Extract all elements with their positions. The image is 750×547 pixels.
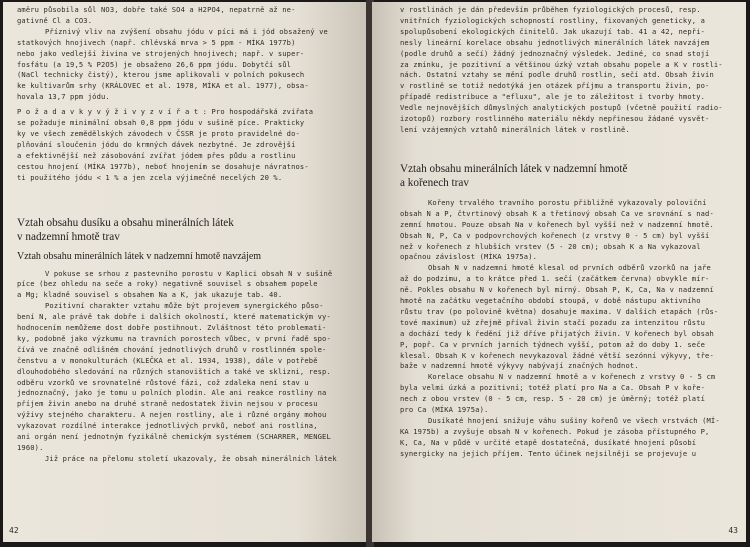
text-line: synergicky na jejich příjem. Tento účinek nejsilněji se projevuje u — [400, 448, 697, 458]
text-line: Obsah N, P, Ca v podpovrchových kořenech (z vrstvy 0 - 5 cm) byl vyšší — [400, 230, 710, 240]
text-line: bení N, ale právě tak dobře i dalších okolností, které matematickým vy- — [17, 312, 331, 322]
page-number: 42 — [9, 526, 19, 535]
text-line: spolupůsobení ekologických činitelů. Jak ukazují tab. 41 a 42, nepři- — [400, 26, 706, 36]
text-line: V pokuse se srhou z pastevního porostu v Kaplici obsah N v sušině — [45, 268, 333, 278]
text-line: Dusíkaté hnojení snižuje váhu sušiny kořenů ve všech vrstvách (MÍ- — [428, 416, 720, 425]
text-line: nách. Ostatní vztahy se mění podle druhů rostlin, sečí atd. Obsah živin — [400, 70, 714, 80]
text-line: pro Ca (MÍKA 1975a). — [400, 405, 489, 415]
text-line: vykazovat rozdílné interakce jednotlivých prvků, neboť ani rostlina, — [17, 421, 318, 431]
text-line: případě redistribuce a "efluxu", ale je to záležitost i tvorby hmoty. — [400, 92, 706, 102]
text-line: Kořeny trvalého travního porostu přibližně vykazovaly poloviční — [428, 197, 707, 207]
text-line: P, popř. Ca v prvních jarních týdnech vyšší, potom až do doby 1. seče — [400, 339, 706, 349]
text-line: odběru vzorků ve srovnatelné růstové fázi, což zdaleka není stav u — [17, 377, 309, 387]
text-line: aměru působila sůl NO3, dobře také SO4 a H2PO4, nepatrně až ne- — [17, 5, 296, 14]
text-line: ti použitého jódu < 1 % a jen zcela výjimečně necelých 20 %. — [17, 172, 283, 182]
text-line: lení vzájemných vztahů minerálních látek v rostlině. — [400, 124, 630, 134]
text-line: (NaCl technicky čistý), kterou jsme aplikovali v polních pokusech — [17, 70, 305, 80]
section-heading: Vztah obsahu minerálních látek v nadzemní hmotě — [400, 162, 628, 175]
text-line: (podle druhů a sečí) žádný jednoznačný výsledek. Jediné, co snad stojí — [400, 48, 710, 58]
text-line: P o ž a d a v k y v ý ž i v y z v í ř a t : Pro hospodářská zvířata — [17, 107, 314, 117]
text-line: a dochází tedy k ředění již dříve přijatých živin. V kořenech byl obsah — [400, 328, 714, 338]
text-line: hmotě na začátku vegetačního období stoupá, v době nástupu aktivního — [400, 296, 701, 306]
text-line: Pozitivní charakter vztahu může být projevem synergického půso- — [45, 301, 324, 311]
text-line: Příznivý vliv na zvýšení obsahu jódu v píci má i jód obsažený ve — [45, 26, 328, 36]
text-line: cestou hnojení (MÍKA 1977b), neboť hnojením se dosahuje návratnos- — [17, 161, 309, 171]
right-paragraph-1 — [400, 5, 736, 136]
text-line: gativně Cl a CO3. — [17, 15, 93, 25]
right-page — [372, 2, 746, 542]
text-line: plňování sloučenin jódu do krmných dávek nezbytné. Je zdrovější — [17, 139, 296, 149]
text-line: za zmínku, je pozitivní a většinou úzký vztah obsahu popele a K v rostli- — [400, 59, 723, 69]
text-line: obsah N a P, čtvrtinový obsah K a třetinový obsah Ca ve srovnání s nad- — [400, 208, 714, 218]
text-line: výživy stejného charakteru. A nejen rostliny, ale i různé orgány mohou — [17, 410, 327, 420]
text-line: dlouhodobého sledování na různých stanovištích a také ve sklizni, resp. — [17, 366, 331, 376]
text-line: byla velmi úzká a pozitivní; totéž platí pro Na a Ca. Obsah P v koře- — [400, 383, 706, 393]
text-line: klesal. Obsah K v kořenech nevykazoval žádné větší sezónní výkyvy, tře- — [400, 350, 714, 360]
text-line: růstu trav (po polovině května) dosahuje maxima. V dalších etapách (růs- — [400, 306, 719, 316]
text-line: a Mg; kladně souvisel s obsahem Na a K, jak ukazuje tab. 40. — [17, 290, 283, 300]
text-line: hovala 13,7 ppm jódu. — [17, 92, 110, 102]
subsection-heading: Vztah obsahu minerálních látek v nadzemní hmotě navzájem — [17, 250, 262, 262]
text-line: fosfátu (a 19,5 % P2O5) je obsaženo 26,6 ppm jódu. Dobytčí sůl — [17, 59, 292, 69]
left-page — [3, 2, 369, 542]
text-line: čenstvu a v monokulturách (KLEČKA et al. 1934, 1938), dále v potřebě — [17, 355, 318, 365]
text-line: se požaduje minimální obsah 0,8 ppm jódu v sušině píce. Prakticky — [17, 118, 305, 128]
text-line: čívá ve značně odlišném chování jednotlivých druhů v rostlinném spole- — [17, 344, 327, 354]
text-line: až do podzimu, a to krátce před 1. sečí (začátkem června) obvykle mír- — [400, 274, 710, 284]
text-line: hodnocením nemůžeme dost dobře postihnout. Zvláštnost této problemati- — [17, 323, 327, 333]
text-line: tové maximum) už zřejmě příval živin stačí pozadu za intenzitou růstu — [400, 317, 706, 327]
text-line: Již práce na přelomu století ukazovaly, že obsah minerálních látek — [45, 453, 337, 463]
left-paragraph-1 — [17, 5, 359, 103]
text-line: nech z obou vrstev (0 - 5 cm, resp. 5 - 20 cm) je úměrný; totéž platí — [400, 394, 706, 404]
text-line: statkových hnojivech (např. chlévská mrva > 5 ppm - MÍKA 1977b) — [17, 37, 296, 47]
text-line: 1960). — [17, 443, 44, 452]
text-line: v rostlině se totiž nedotýká jen otázek příjmu a transportu živin, po- — [400, 81, 710, 91]
text-line: opačnou závislost (MÍKA 1975a). — [400, 252, 538, 262]
text-line: příjem živin anebo na druhé straně nedostatek živin nejsou v procesu — [17, 399, 318, 409]
text-line: zemní hmotou. Pouze obsah Na v kořenech byl vyšší než v nadzemní hmotě. — [400, 219, 714, 229]
text-line: nesly lineární korelace obsahu jednotlivých minerálních látek navzájem — [400, 37, 710, 47]
text-line: vnitřních fyziologických schopností rostliny, fixovaných geneticky, a — [400, 15, 706, 25]
text-line: nebo jako vedlejší živina ve strojených hnojivech; např. v super- — [17, 48, 305, 58]
text-line: ky ve všech zemědělských závodech v ČSSR je proto pravidelné do- — [17, 128, 300, 138]
section-heading-cont: a kořenech trav — [400, 176, 469, 189]
text-line: ky, podobně jako výzkumu na travních porostech vůbec, v první řadě spo- — [17, 333, 331, 343]
right-paragraph-2 — [400, 198, 736, 460]
left-paragraph-3 — [17, 269, 359, 465]
text-line: jednoznačný, jako je tomu u polních plodin. Ale ani reakce rostliny na — [17, 388, 327, 398]
text-line: KA 1975b) a zvyšuje obsah N v kořenech. Pokud je zásoba přístupného P, — [400, 426, 710, 436]
text-line: baže v nadzemní hmotě výkyvy nabývají značných hodnot. — [400, 361, 639, 371]
text-line: K, Ca, Na v půdě v určité etapě dostatečná, dusíkaté hnojení působí — [400, 437, 697, 447]
text-line: ani orgán není jednotným fyzikálně chemickým systémem (SCHARRER, MENGEL — [17, 432, 331, 442]
section-heading-cont: v nadzemní hmotě trav — [17, 230, 120, 243]
text-line: Korelace obsahu N v nadzemní hmotě a v kořenech z vrstvy 0 - 5 cm — [428, 372, 716, 382]
text-line: než v kořenech z hlubších vrstev (5 - 20 cm); obsah K a Na vykazoval — [400, 241, 701, 251]
text-line: izotopů) rozbory rostlinného materiálu někdy nepřinesou žádané vysvět- — [400, 114, 710, 124]
left-paragraph-2 — [17, 107, 359, 183]
text-line: píce (bez ohledu na seče a roky) negativně souvisel s obsahem popele — [17, 279, 318, 289]
text-line: a efektivnější než zásobování zvířat jódem přes půdu a rostlinu — [17, 150, 296, 160]
page-number: 43 — [728, 526, 738, 535]
text-line: ně. Pokles obsahu N v kořenech byl mírný. Obsah P, K, Ca, Na v nadzemní — [400, 285, 714, 295]
text-line: ke kultivarům srhy (KRÁLOVEC et al. 1978, MÍKA et al. 1977), obsa- — [17, 81, 309, 91]
section-heading: Vztah obsahu dusíku a obsahu minerálních látek — [17, 216, 234, 229]
text-line: Vedle nejnovějších důmyslných analytických postupů (včetně použití radio- — [400, 103, 723, 113]
text-line: Obsah N v nadzemní hmotě klesal od prvních odběrů vzorků na jaře — [428, 263, 711, 273]
text-line: v rostlinách je dán především průběhem fyziologických procesů, resp. — [400, 5, 701, 14]
